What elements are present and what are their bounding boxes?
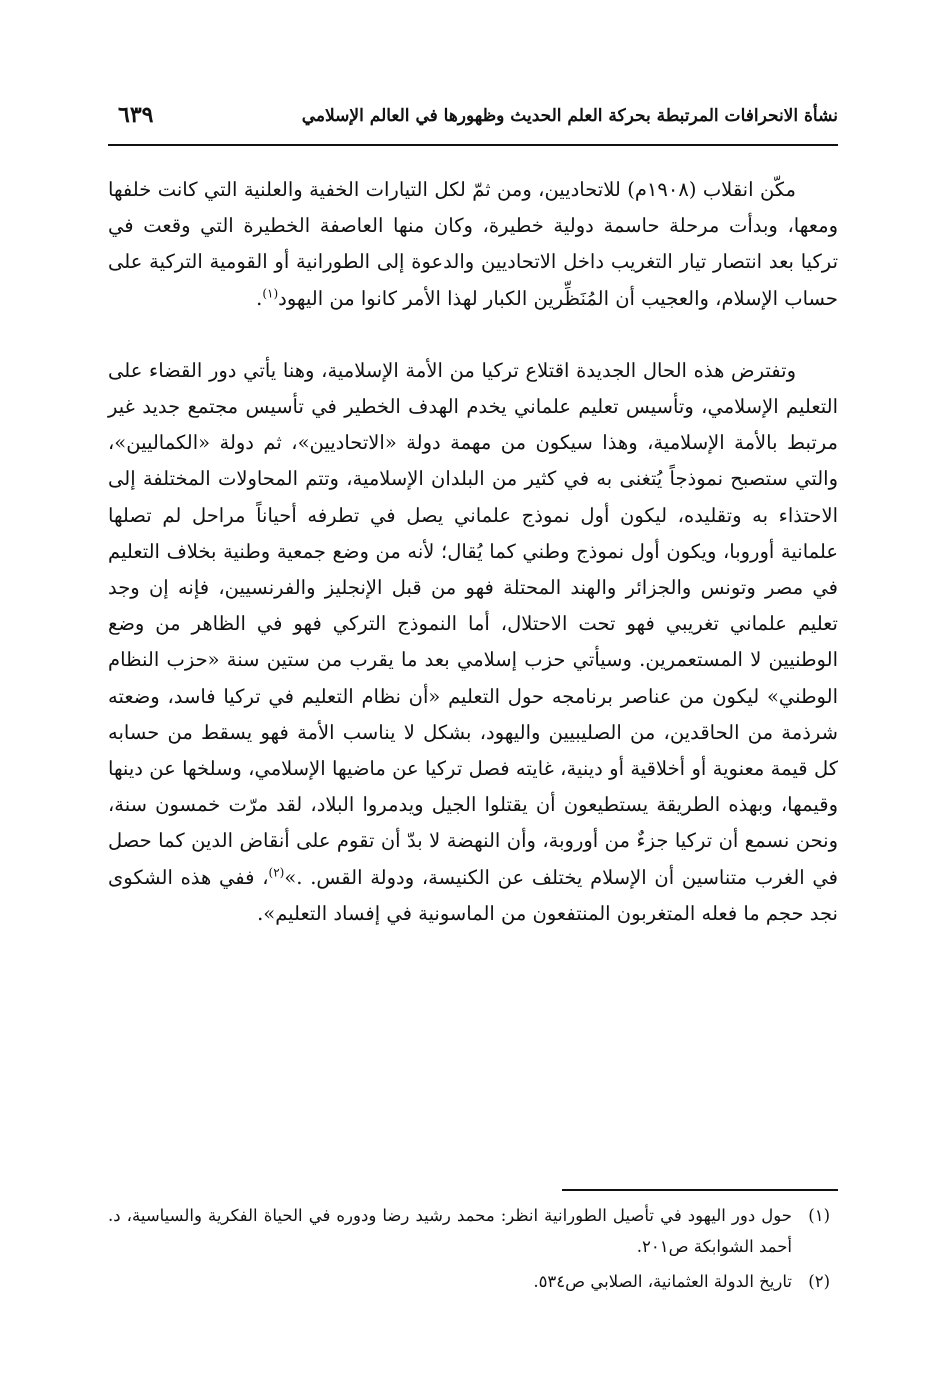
footnote-1 <box>108 1200 838 1262</box>
footnote-1-text: حول دور اليهود في تأصيل الطورانية انظر: محمد رشيد رضا ودوره في الحياة الفكرية والسياسية، د. أحمد الشوابكة ص٢٠١. <box>108 1206 792 1256</box>
main-text <box>108 172 838 932</box>
footnotes <box>108 1200 838 1301</box>
footnote-ref-1: (١) <box>262 286 279 301</box>
paragraph-2-text: وتفترض هذه الحال الجديدة اقتلاع تركيا من الأمة الإسلامية، وهنا يأتي دور القضاء على التعليم الإسلامي، وتأسيس تعليم علماني يخدم الهدف الخطير في تأسيس مجتمع جديد غير مرتبط بالأمة الإسلامية، وهذا سيكون من مهمة دولة «الاتحاديين»، ثم دولة «الكماليين»، والتي ستصبح نموذجاً يُتغنى به في كثير من البلدان الإسلامية، وتتم المحاولات المختلفة إلى الاحتذاء به وتقليده، ليكون أول نموذج علماني يصل في تطرفه أحياناً مراحل لم تصلها علمانية أوروبا، ويكون أول نموذج وطني كما يُقال؛ لأنه من وضع جمعية وطنية بخلاف التعليم في مصر وتونس والجزائر والهند المحتلة فهو من قبل الإنجليز والفرنسيين، فإنه إن وجد تعليم علماني تغريبي فهو تحت الاحتلال، أما النموذج التركي فهو في الظاهر من وضع الوطنيين لا المستعمرين. وسيأتي حزب إسلامي بعد ما يقرب من ستين سنة «حزب النظام الوطني» ليكون من عناصر برنامجه حول التعليم «أن نظام التعليم في تركيا فاسد، وضعته شرذمة من الحاقدين، من الصليبيين واليهود، بشكل لا يناسب الأمة فهو يسقط من حسابه كل قيمة معنوية أو أخلاقية أو دينية، غايته فصل تركيا عن ماضيها الإسلامي، وسلخها عن دينها وقيمها، وبهذه الطريقة يستطيعون أن يقتلوا الجيل ويدمروا البلاد، لقد مرّت خمسون سنة، ونحن نسمع أن تركيا جزءٌ من أوروبة، وأن النهضة لا بدّ أن تقوم على أنقاض الدين كما حصل في الغرب متناسين أن الإسلام يختلف عن الكنيسة، ودولة القس. .» <box>108 358 838 889</box>
footnote-ref-2: (٢) <box>268 865 285 880</box>
paragraph-1 <box>108 172 838 317</box>
paragraph-2-tail: ، ففي هذه الشكوى نجد حجم ما فعله المتغربون المنتفعون من الماسونية في إفساد التعليم». <box>108 865 838 925</box>
footnote-2-text: تاريخ الدولة العثمانية، الصلابي ص٥٣٤. <box>533 1272 792 1291</box>
footnote-separator <box>562 1189 838 1191</box>
running-title: نشأة الانحرافات المرتبطة بحركة العلم الحديث وظهورها في العالم الإسلامي <box>301 106 838 126</box>
footnote-1-mark: (١) <box>808 1206 830 1225</box>
page-number: ٦٣٩ <box>118 102 154 128</box>
footnote-2-mark: (٢) <box>808 1272 830 1291</box>
page-header <box>108 96 838 146</box>
footnote-2 <box>108 1266 838 1297</box>
paragraph-1-tail: . <box>256 286 263 310</box>
paragraph-1-text: مكّن انقلاب (١٩٠٨م) للاتحاديين، ومن ثمّ لكل التيارات الخفية والعلنية التي كانت خلفها ومعها، وبدأت مرحلة حاسمة دولية خطيرة، وكان منها العاصفة الخطيرة التي وقعت في تركيا بعد انتصار تيار التغريب داخل الاتحاديين والدعوة إلى الطورانية أو القومية التركية على حساب الإسلام، والعجيب أن المُنَظِّرين الكبار لهذا الأمر كانوا من اليهود <box>108 178 838 310</box>
paragraph-2 <box>108 353 838 932</box>
